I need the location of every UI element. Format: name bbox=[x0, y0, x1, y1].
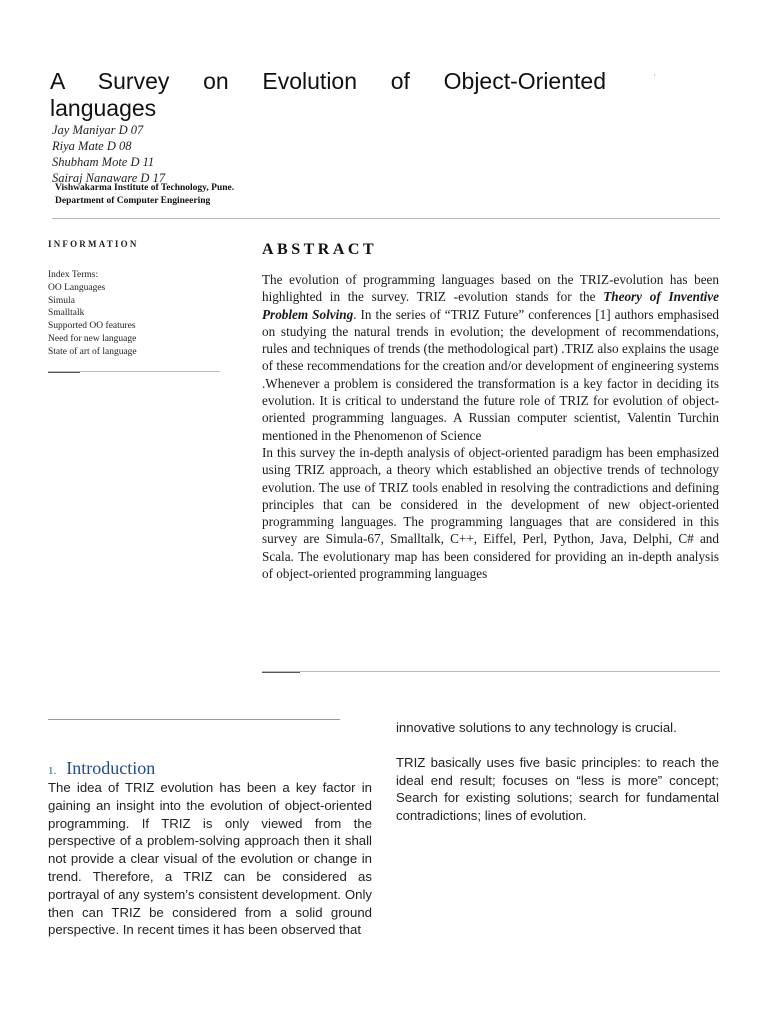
affiliation-institute: Vishwakarma Institute of Technology, Pune. bbox=[55, 183, 235, 193]
keyword-item: Supported OO features bbox=[48, 321, 136, 332]
section-title: Introduction bbox=[66, 758, 156, 778]
intro-continuation: innovative solutions to any technology is crucial. bbox=[396, 720, 677, 735]
intro-paragraph: The idea of TRIZ evolution has been a key factor in gaining an insight into the evolution of object-oriented programming. If TRIZ is only viewed from the perspective of a problem-solving approach then it shall not provide a clear visual of the evolution or change in trend. Therefore, a TRIZ can be considered as portrayal of any system’s consistent development. Only then can TRIZ be considered from a solid ground perspective. In recent times it has been observed that bbox=[48, 780, 372, 938]
paper-title-line-1: A Survey on Evolution of Object-Oriented bbox=[50, 68, 606, 94]
affiliation bbox=[55, 182, 234, 208]
info-heading: INFORMATION bbox=[48, 239, 139, 249]
intro-principles: TRIZ basically uses five basic principles: to reach the ideal end result; focuses on “less is more” concept; Search for existing solutions; search for fundamental contradictions; lines of evolution. bbox=[396, 754, 719, 824]
keyword-item: Simula bbox=[48, 295, 75, 306]
keyword-list bbox=[48, 269, 137, 359]
header-divider bbox=[52, 218, 720, 219]
paper-title bbox=[50, 68, 606, 122]
paper-title-line-2: languages bbox=[50, 95, 157, 121]
author-list bbox=[52, 122, 165, 186]
author: Shubham Mote D 11 bbox=[52, 155, 155, 169]
abstract-body bbox=[262, 271, 719, 582]
author: Jay Maniyar D 07 bbox=[52, 123, 144, 137]
abstract-paragraph-1: The evolution of programming languages based on the TRIZ-evolution has been highlighted in the survey. TRIZ -evolution stands for the Theory of Inventive Problem Solving. In the series of “TRIZ Future” conferences [1] authors emphasised on studying the natural trends in evolution; the development of recommendations, rules and techniques of trends (the methodological part) .TRIZ also explains the usage of these recommendations for the creation and/or development of engineering systems .Whenever a problem is considered the transformation is a key factor in deciding its evolution. It is critical to understand the future role of TRIZ for evolution of object-oriented programming languages. A Russian computer scientist, Valentin Turchin mentioned in the Phenomenon of Science bbox=[262, 272, 720, 443]
section-heading-introduction bbox=[48, 758, 155, 779]
abstract-divider-accent bbox=[262, 672, 300, 673]
intro-top-rule bbox=[48, 719, 340, 720]
author: Sairaj Nanaware D 17 bbox=[52, 171, 166, 185]
keyword-item: Index Terms: bbox=[48, 270, 99, 280]
info-divider-accent bbox=[48, 372, 80, 373]
intro-left-column bbox=[48, 779, 372, 939]
affiliation-department: Department of Computer Engineering bbox=[55, 196, 211, 206]
section-number: 1. bbox=[48, 765, 57, 777]
keyword-item: State of art of language bbox=[48, 346, 137, 357]
author: Riya Mate D 08 bbox=[52, 139, 132, 153]
corner-mark: · bbox=[653, 70, 656, 80]
abstract-heading: ABSTRACT bbox=[262, 241, 378, 258]
keyword-item: Need for new language bbox=[48, 333, 137, 344]
abstract-paragraph-2: In this survey the in-depth analysis of object-oriented paradigm has been emphasized using TRIZ approach, a theory which established an objective trends of technology evolution. The use of TRIZ tools enabled in resolving the contradictions and defining principles that can be considered in the development of new object-oriented programming languages. The programming languages that are considered in this survey are Simula-67, Smalltalk, C++, Eiffel, Perl, Python, Java, Delphi, C# and Scala. The evolutionary map has been considered for providing an in-depth analysis of object-oriented programming languages bbox=[262, 444, 719, 582]
intro-right-column bbox=[396, 719, 719, 825]
theory-emphasis: Theory of Inventive Problem Solving bbox=[262, 289, 719, 322]
keyword-item: OO Languages bbox=[48, 282, 106, 293]
keyword-item: Smalltalk bbox=[48, 308, 85, 319]
abstract-divider bbox=[262, 671, 720, 672]
